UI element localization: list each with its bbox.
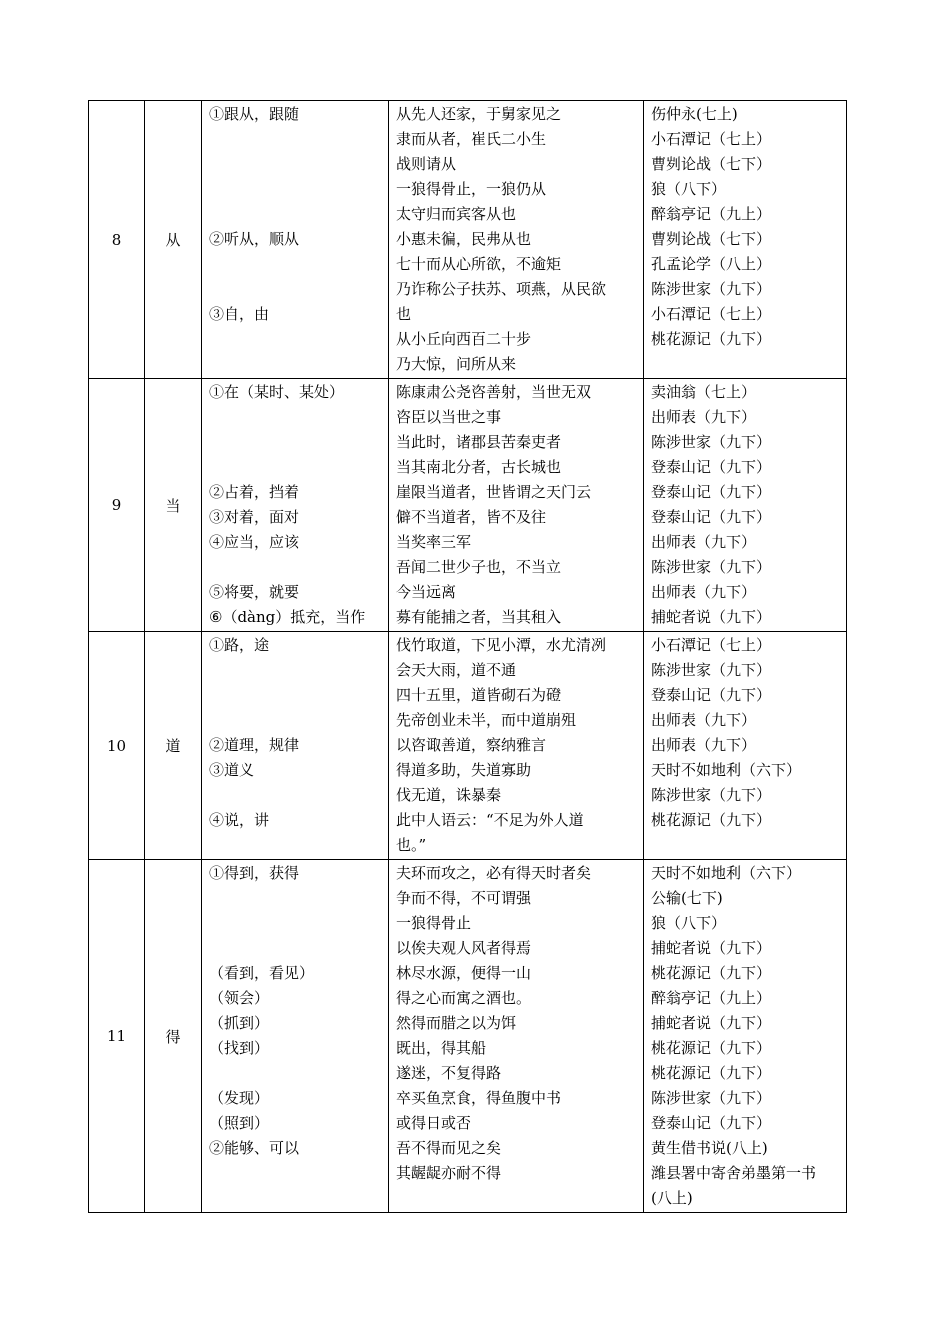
source-line: 捕蛇者说（九下） [651,608,772,626]
meaning-line: ②听从，顺从 [209,230,300,248]
meaning-line: （发现） [209,1089,270,1107]
example-line: 会天大雨，道不通 [396,661,517,679]
source-line: 陈涉世家（九下） [651,786,772,804]
meaning-cell [202,379,389,632]
meaning-line [209,886,388,911]
table-row [89,632,847,860]
source-cell [644,860,847,1213]
source-line: 桃花源记（九下） [651,1039,772,1057]
source-line: 出师表（九下） [651,736,757,754]
source-line: 陈涉世家（九下） [651,1089,772,1107]
meaning-line [209,1186,388,1211]
meaning-line [209,911,388,936]
example-line: 然得而腊之以为饵 [396,1014,517,1032]
source-line: 捕蛇者说（九下） [651,939,772,957]
meaning-line [209,1161,388,1186]
example-line: 今当远离 [396,583,457,601]
example-line: 争而不得，不可谓强 [396,889,532,907]
source-line: 小石潭记（七上） [651,636,772,654]
meaning-line: ④应当，应该 [209,533,300,551]
entry-character: 从 [145,101,202,379]
source-line [651,833,846,858]
source-line: 狼（八下） [651,914,727,932]
source-line: 出师表（九下） [651,711,757,729]
meaning-line: ⑥（dàng）抵充，当作 [209,608,366,626]
source-line: 潍县署中寄舍弟墨第一书 [651,1164,817,1182]
example-line: 夫环而攻之，必有得天时者矣 [396,864,592,882]
example-cell [389,379,644,632]
example-line: 战则请从 [396,155,457,173]
meaning-line [209,783,388,808]
meaning-line [209,430,388,455]
meaning-line: ①在（某时、某处） [209,383,345,401]
entry-number: 8 [89,101,145,379]
meaning-line [209,252,388,277]
source-line: 黄生借书说(八上) [651,1139,768,1157]
meaning-cell [202,860,389,1213]
meaning-line [209,658,388,683]
meaning-line [209,1061,388,1086]
meaning-line: ②占着，挡着 [209,483,300,501]
example-line: 僻不当道者，皆不及往 [396,508,547,526]
example-line: 林尽水源，便得一山 [396,964,532,982]
example-cell [389,101,644,379]
table-row [89,379,847,632]
source-line: 桃花源记（九下） [651,811,772,829]
source-line: 出师表（九下） [651,533,757,551]
meaning-line: ③自，由 [209,305,270,323]
source-line: 登泰山记（九下） [651,483,772,501]
example-line: 卒买鱼烹食，得鱼腹中书 [396,1089,562,1107]
source-line: 天时不如地利（六下） [651,761,802,779]
example-line: 当奖率三军 [396,533,472,551]
example-line: 伐无道，诛暴秦 [396,786,502,804]
source-line: 出师表（九下） [651,583,757,601]
table-row [89,860,847,1213]
example-line: 崖限当道者，世皆谓之天门云 [396,483,592,501]
source-line: 天时不如地利（六下） [651,864,802,882]
source-line: 桃花源记（九下） [651,330,772,348]
source-cell [644,101,847,379]
source-line: 曹刿论战（七下） [651,155,772,173]
example-line: 得道多助，失道寡助 [396,761,532,779]
source-line: 捕蛇者说（九下） [651,1014,772,1032]
meaning-line [209,177,388,202]
example-line: 也 [396,305,412,323]
example-line: 既出，得其船 [396,1039,487,1057]
meaning-line: （看到，看见） [209,964,315,982]
example-line: 从先人还家，于舅家见之 [396,105,562,123]
source-line: 醉翁亭记（九上） [651,205,772,223]
example-line: 以俟夫观人风者得焉 [396,939,532,957]
meaning-line [209,708,388,733]
source-line: 桃花源记（九下） [651,964,772,982]
example-line: 四十五里，道皆砌石为磴 [396,686,562,704]
source-line: 登泰山记（九下） [651,458,772,476]
source-line: 醉翁亭记（九上） [651,989,772,1007]
example-line: 七十而从心所欲，不逾矩 [396,255,562,273]
source-line: 陈涉世家（九下） [651,661,772,679]
example-line: 此中人语云：“不足为外人道 [396,811,584,829]
example-line: 遂迷，不复得路 [396,1064,502,1082]
entry-number: 9 [89,379,145,632]
entry-number: 11 [89,860,145,1213]
source-line: 登泰山记（九下） [651,686,772,704]
source-line: 登泰山记（九下） [651,1114,772,1132]
meaning-line [209,127,388,152]
meaning-line: ①跟从，跟随 [209,105,300,123]
example-line: 也。” [396,836,427,854]
word-meaning-table [88,100,847,1213]
source-line: 陈涉世家（九下） [651,433,772,451]
example-line: 吾不得而见之矣 [396,1139,502,1157]
meaning-line [209,833,388,858]
meaning-line [209,555,388,580]
example-line: 太守归而宾客从也 [396,205,517,223]
example-cell [389,632,644,860]
source-cell [644,632,847,860]
meaning-line: ①路，途 [209,636,270,654]
source-line: (八上) [651,1189,693,1207]
example-line: 伐竹取道，下见小潭，水尤清冽 [396,636,607,654]
source-line: 伤仲永(七上) [651,105,738,123]
meaning-line [209,352,388,377]
example-line: 小惠未徧，民弗从也 [396,230,532,248]
example-line: 从小丘向西百二十步 [396,330,532,348]
source-line: 孔孟论学（八上） [651,255,772,273]
example-line [396,1186,643,1211]
meaning-line [209,936,388,961]
example-line: 陈康肃公尧咨善射，当世无双 [396,383,592,401]
meaning-line: ②能够、可以 [209,1139,300,1157]
meaning-line: （抓到） [209,1014,270,1032]
example-line: 吾闻二世少子也，不当立 [396,558,562,576]
example-line: 其龌龊亦耐不得 [396,1164,502,1182]
example-line: 乃诈称公子扶苏、项燕，从民欲 [396,280,607,298]
entry-character: 得 [145,860,202,1213]
meaning-line: ④说，讲 [209,811,270,829]
source-cell [644,379,847,632]
example-line: 咨臣以当世之事 [396,408,502,426]
example-line: 以咨诹善道，察纳雅言 [396,736,547,754]
meaning-line [209,277,388,302]
source-line: 出师表（九下） [651,408,757,426]
entry-character: 道 [145,632,202,860]
source-line [651,352,846,377]
example-line: 一狼得骨止，一狼仍从 [396,180,547,198]
example-line: 先帝创业未半，而中道崩殂 [396,711,577,729]
source-line: 狼（八下） [651,180,727,198]
source-line: 小石潭记（七上） [651,130,772,148]
meaning-line: （领会） [209,989,270,1007]
meaning-line [209,202,388,227]
meaning-line [209,683,388,708]
meaning-line: ③对着，面对 [209,508,300,526]
table-row [89,101,847,379]
source-line: 桃花源记（九下） [651,1064,772,1082]
meaning-line: ③道义 [209,761,255,779]
example-cell [389,860,644,1213]
meaning-cell [202,101,389,379]
entry-character: 当 [145,379,202,632]
example-line: 得之心而寓之酒也。 [396,989,532,1007]
example-line: 乃大惊，问所从来 [396,355,517,373]
example-line: 募有能捕之者，当其租入 [396,608,562,626]
meaning-line [209,152,388,177]
example-line: 隶而从者，崔氏二小生 [396,130,547,148]
example-line: 或得日或否 [396,1114,472,1132]
meaning-line: ①得到，获得 [209,864,300,882]
meaning-line: ⑤将要，就要 [209,583,300,601]
example-line: 当此时，诸郡县苦秦吏者 [396,433,562,451]
meaning-line [209,327,388,352]
source-line: 陈涉世家（九下） [651,280,772,298]
meaning-line: （照到） [209,1114,270,1132]
meaning-line: （找到） [209,1039,270,1057]
meaning-cell [202,632,389,860]
example-line: 一狼得骨止 [396,914,472,932]
meaning-line [209,455,388,480]
source-line: 小石潭记（七上） [651,305,772,323]
source-line: 公输(七下) [651,889,723,907]
source-line: 卖油翁（七上） [651,383,757,401]
entry-number: 10 [89,632,145,860]
source-line: 陈涉世家（九下） [651,558,772,576]
meaning-line [209,405,388,430]
meaning-line: ②道理，规律 [209,736,300,754]
example-line: 当其南北分者，古长城也 [396,458,562,476]
source-line: 登泰山记（九下） [651,508,772,526]
source-line: 曹刿论战（七下） [651,230,772,248]
